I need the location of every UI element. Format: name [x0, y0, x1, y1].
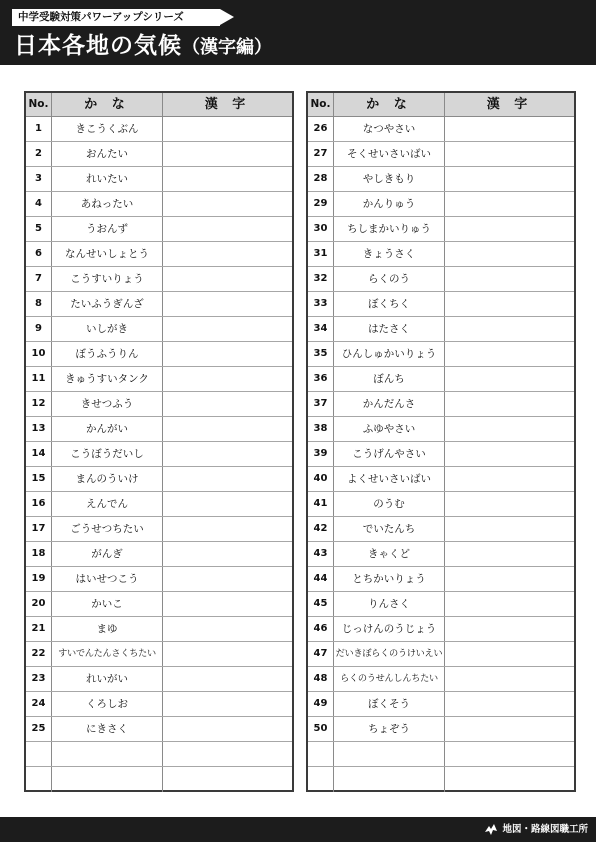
table-row	[308, 692, 574, 717]
kana-cell: いしがき	[52, 317, 163, 341]
kanji-answer-cell[interactable]	[445, 667, 574, 691]
kanji-answer-cell[interactable]	[445, 542, 574, 566]
kana-cell: だいきぼらくのうけいえい	[334, 642, 445, 666]
table-row	[308, 417, 574, 442]
header-no: No.	[308, 93, 334, 116]
table-row	[308, 517, 574, 542]
kanji-answer-cell[interactable]	[163, 317, 292, 341]
kanji-answer-cell[interactable]	[163, 342, 292, 366]
kanji-answer-cell[interactable]	[163, 442, 292, 466]
row-number: 5	[26, 217, 52, 241]
row-number: 45	[308, 592, 334, 616]
kana-cell: きゅうすいタンク	[52, 367, 163, 391]
kanji-answer-cell[interactable]	[445, 767, 574, 792]
table-row	[308, 492, 574, 517]
table-row	[308, 567, 574, 592]
row-number: 8	[26, 292, 52, 316]
row-number: 34	[308, 317, 334, 341]
table-row	[308, 367, 574, 392]
row-number: 14	[26, 442, 52, 466]
kana-cell: やしきもり	[334, 167, 445, 191]
kanji-answer-cell[interactable]	[445, 167, 574, 191]
kanji-answer-cell[interactable]	[163, 267, 292, 291]
kanji-answer-cell[interactable]	[163, 642, 292, 666]
table-row	[26, 217, 292, 242]
row-number: 28	[308, 167, 334, 191]
kanji-answer-cell[interactable]	[163, 717, 292, 741]
row-number: 7	[26, 267, 52, 291]
kanji-answer-cell[interactable]	[163, 542, 292, 566]
kanji-answer-cell[interactable]	[163, 742, 292, 766]
table-row	[26, 517, 292, 542]
row-number: 33	[308, 292, 334, 316]
row-number: 30	[308, 217, 334, 241]
row-number: 36	[308, 367, 334, 391]
header-kanji: 漢 字	[204, 97, 251, 112]
row-number: 17	[26, 517, 52, 541]
row-number: 37	[308, 392, 334, 416]
header-kana: か な	[52, 93, 163, 116]
kana-cell: ごうせつちたい	[52, 517, 163, 541]
row-number: 49	[308, 692, 334, 716]
table-row	[308, 642, 574, 667]
row-number: 24	[26, 692, 52, 716]
row-number: 20	[26, 592, 52, 616]
row-number: 2	[26, 142, 52, 166]
kanji-answer-cell[interactable]	[163, 167, 292, 191]
table-row	[308, 717, 574, 742]
kana-cell: まゆ	[52, 617, 163, 641]
row-number: 42	[308, 517, 334, 541]
kanji-answer-cell[interactable]	[445, 242, 574, 266]
kana-cell	[52, 742, 163, 766]
kana-cell: おんたい	[52, 142, 163, 166]
table-row	[308, 767, 574, 792]
row-number: 40	[308, 467, 334, 491]
kanji-answer-cell[interactable]	[445, 342, 574, 366]
series-label: 中学受験対策パワーアップシリーズ	[12, 9, 220, 26]
kana-cell: ぼうふうりん	[52, 342, 163, 366]
kanji-answer-cell[interactable]	[163, 667, 292, 691]
publisher-logo-icon	[484, 823, 498, 837]
kana-cell: でいたんち	[334, 517, 445, 541]
table-row	[26, 717, 292, 742]
kanji-answer-cell[interactable]	[445, 392, 574, 416]
kana-cell: きこうくぶん	[52, 117, 163, 141]
table-row	[26, 642, 292, 667]
kanji-answer-cell[interactable]	[445, 592, 574, 616]
kana-cell: ぼくちく	[334, 292, 445, 316]
header-kanji: 漢 字	[486, 97, 533, 112]
kana-cell: なつやさい	[334, 117, 445, 141]
kanji-answer-cell[interactable]	[163, 142, 292, 166]
table-row	[26, 467, 292, 492]
table-row	[26, 167, 292, 192]
kana-cell: くろしお	[52, 692, 163, 716]
kanji-answer-cell[interactable]	[163, 392, 292, 416]
row-number: 25	[26, 717, 52, 741]
kana-cell: ちしまかいりゅう	[334, 217, 445, 241]
table-row	[26, 142, 292, 167]
row-number	[26, 767, 52, 792]
row-number: 44	[308, 567, 334, 591]
table-header-row	[26, 93, 292, 117]
kana-cell: なんせいしょとう	[52, 242, 163, 266]
table-row	[26, 567, 292, 592]
kana-cell: にきさく	[52, 717, 163, 741]
table-row	[308, 317, 574, 342]
kana-cell	[334, 767, 445, 792]
page-title	[14, 31, 272, 63]
table-row	[308, 667, 574, 692]
kanji-answer-cell[interactable]	[445, 617, 574, 641]
table-row	[26, 617, 292, 642]
row-number	[308, 767, 334, 792]
kana-cell: ぼくそう	[334, 692, 445, 716]
row-number: 4	[26, 192, 52, 216]
row-number	[308, 742, 334, 766]
row-number: 22	[26, 642, 52, 666]
table-row	[308, 292, 574, 317]
table-row	[26, 742, 292, 767]
page-title-sub: （漢字編）	[182, 37, 272, 58]
kana-cell: そくせいさいばい	[334, 142, 445, 166]
table-row	[26, 492, 292, 517]
row-number: 26	[308, 117, 334, 141]
kanji-answer-cell[interactable]	[445, 692, 574, 716]
row-number: 3	[26, 167, 52, 191]
table-row	[26, 592, 292, 617]
table-row	[26, 317, 292, 342]
row-number: 29	[308, 192, 334, 216]
row-number: 32	[308, 267, 334, 291]
kanji-answer-cell[interactable]	[163, 617, 292, 641]
table-row	[26, 542, 292, 567]
kana-cell: かんりゅう	[334, 192, 445, 216]
table-row	[26, 367, 292, 392]
row-number: 39	[308, 442, 334, 466]
kanji-answer-cell[interactable]	[445, 467, 574, 491]
footer-bar	[0, 817, 596, 842]
header-bar	[0, 0, 596, 65]
table-row	[26, 767, 292, 792]
kanji-answer-cell[interactable]	[445, 742, 574, 766]
table-row	[26, 692, 292, 717]
kana-cell: はたさく	[334, 317, 445, 341]
kanji-answer-cell[interactable]	[445, 142, 574, 166]
publisher-name: 地図・路線図職工所	[502, 824, 588, 835]
kanji-answer-cell[interactable]	[163, 467, 292, 491]
row-number: 15	[26, 467, 52, 491]
table-row	[26, 342, 292, 367]
kana-cell: こうげんやさい	[334, 442, 445, 466]
kanji-answer-cell[interactable]	[445, 442, 574, 466]
kana-cell	[334, 742, 445, 766]
kana-cell: ちょぞう	[334, 717, 445, 741]
kana-cell: たいふうぎんざ	[52, 292, 163, 316]
kana-cell: かいこ	[52, 592, 163, 616]
kana-cell: きせつふう	[52, 392, 163, 416]
kana-cell: とちかいりょう	[334, 567, 445, 591]
row-number: 1	[26, 117, 52, 141]
kana-cell: こうすいりょう	[52, 267, 163, 291]
table-row	[26, 192, 292, 217]
kana-cell: がんぎ	[52, 542, 163, 566]
kanji-answer-cell[interactable]	[163, 492, 292, 516]
kanji-answer-cell[interactable]	[445, 367, 574, 391]
kana-cell: えんでん	[52, 492, 163, 516]
table-row	[26, 117, 292, 142]
header-no: No.	[26, 93, 52, 116]
header-kana: か な	[334, 93, 445, 116]
kanji-answer-cell[interactable]	[163, 192, 292, 216]
row-number: 43	[308, 542, 334, 566]
table-row	[308, 142, 574, 167]
kana-cell: らくのう	[334, 267, 445, 291]
kana-cell: りんさく	[334, 592, 445, 616]
row-number: 9	[26, 317, 52, 341]
table-row	[308, 442, 574, 467]
kanji-answer-cell[interactable]	[163, 417, 292, 441]
kanji-answer-cell[interactable]	[163, 367, 292, 391]
kana-cell: かんがい	[52, 417, 163, 441]
kanji-answer-cell[interactable]	[445, 517, 574, 541]
kanji-answer-cell[interactable]	[445, 492, 574, 516]
table-row	[308, 167, 574, 192]
row-number: 23	[26, 667, 52, 691]
series-arrow-icon	[220, 9, 234, 25]
kanji-answer-cell[interactable]	[445, 717, 574, 741]
kanji-answer-cell[interactable]	[163, 292, 292, 316]
table-row	[26, 667, 292, 692]
table-row	[26, 242, 292, 267]
kana-cell: きょうさく	[334, 242, 445, 266]
row-number: 35	[308, 342, 334, 366]
row-number: 31	[308, 242, 334, 266]
row-number: 50	[308, 717, 334, 741]
kanji-answer-cell[interactable]	[163, 117, 292, 141]
kanji-answer-cell[interactable]	[445, 417, 574, 441]
kana-cell: れいがい	[52, 667, 163, 691]
kanji-answer-cell[interactable]	[163, 692, 292, 716]
worksheet-table-right	[306, 91, 576, 792]
row-number: 41	[308, 492, 334, 516]
table-row	[308, 592, 574, 617]
kanji-answer-cell[interactable]	[163, 767, 292, 792]
kana-cell: ぼんち	[334, 367, 445, 391]
page-title-main: 日本各地の気候	[14, 33, 182, 59]
kana-cell: かんだんさ	[334, 392, 445, 416]
row-number: 21	[26, 617, 52, 641]
kanji-answer-cell[interactable]	[163, 217, 292, 241]
kana-cell: のうむ	[334, 492, 445, 516]
kana-cell: ふゆやさい	[334, 417, 445, 441]
kana-cell: れいたい	[52, 167, 163, 191]
row-number: 6	[26, 242, 52, 266]
row-number: 48	[308, 667, 334, 691]
row-number: 19	[26, 567, 52, 591]
row-number: 11	[26, 367, 52, 391]
kana-cell: こうぼうだいし	[52, 442, 163, 466]
table-row	[26, 267, 292, 292]
kana-cell	[52, 767, 163, 792]
table-row	[308, 467, 574, 492]
publisher-logo	[484, 822, 588, 837]
kanji-answer-cell[interactable]	[445, 192, 574, 216]
kana-cell: ひんしゅかいりょう	[334, 342, 445, 366]
kana-cell: はいせつこう	[52, 567, 163, 591]
kana-cell: あねったい	[52, 192, 163, 216]
kanji-answer-cell[interactable]	[163, 567, 292, 591]
table-row	[308, 267, 574, 292]
table-row	[308, 542, 574, 567]
table-row	[26, 392, 292, 417]
row-number	[26, 742, 52, 766]
table-row	[26, 442, 292, 467]
row-number: 46	[308, 617, 334, 641]
kanji-answer-cell[interactable]	[163, 517, 292, 541]
kanji-answer-cell[interactable]	[445, 567, 574, 591]
kana-cell: じっけんのうじょう	[334, 617, 445, 641]
kanji-answer-cell[interactable]	[445, 117, 574, 141]
table-row	[308, 117, 574, 142]
worksheet-table-left	[24, 91, 294, 792]
kana-cell: らくのうせんしんちたい	[334, 667, 445, 691]
row-number: 16	[26, 492, 52, 516]
row-number: 27	[308, 142, 334, 166]
row-number: 47	[308, 642, 334, 666]
kana-cell: うおんず	[52, 217, 163, 241]
kana-cell: まんのういけ	[52, 467, 163, 491]
row-number: 18	[26, 542, 52, 566]
kanji-answer-cell[interactable]	[445, 317, 574, 341]
row-number: 12	[26, 392, 52, 416]
table-row	[308, 217, 574, 242]
table-row	[308, 192, 574, 217]
table-row	[26, 417, 292, 442]
table-row	[308, 242, 574, 267]
kanji-answer-cell[interactable]	[445, 217, 574, 241]
kana-cell: すいでんたんさくちたい	[52, 642, 163, 666]
table-row	[308, 392, 574, 417]
table-row	[308, 617, 574, 642]
kana-cell: きゃくど	[334, 542, 445, 566]
kanji-answer-cell[interactable]	[445, 642, 574, 666]
table-row	[26, 292, 292, 317]
row-number: 38	[308, 417, 334, 441]
row-number: 13	[26, 417, 52, 441]
table-row	[308, 742, 574, 767]
kanji-answer-cell[interactable]	[163, 592, 292, 616]
kanji-answer-cell[interactable]	[445, 292, 574, 316]
table-row	[308, 342, 574, 367]
kana-cell: よくせいさいばい	[334, 467, 445, 491]
table-header-row	[308, 93, 574, 117]
row-number: 10	[26, 342, 52, 366]
kanji-answer-cell[interactable]	[163, 242, 292, 266]
kanji-answer-cell[interactable]	[445, 267, 574, 291]
